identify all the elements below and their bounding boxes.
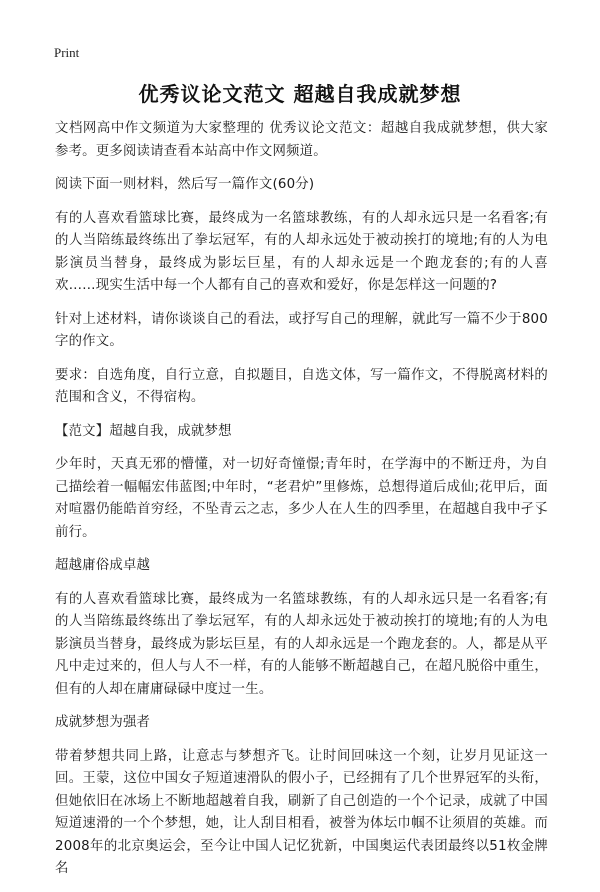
prompt-paragraph: 阅读下面一则材料，然后写一篇作文(60分) xyxy=(55,177,315,192)
essay-paragraph: 带着梦想共同上路，让意志与梦想齐飞。让时间回味这一个刻，让岁月见证这一回。王蒙，这位中国女子短道速滑队的假小子，已经拥有了几个世界冠军的头衔，但她依旧在冰场上不断地超越着自我，刷新了自己创造的一个个记录，成就了中国短道速滑的一个个梦想，她，让人刮目相看，被誉为体坛巾帼不让须眉的英雄。而2008年的北京奥运会，至今让中国人记忆犹新，中国奥运代表团最终以51枚金牌名 xyxy=(55,748,548,876)
section-heading: 超越庸俗成卓越 xyxy=(55,558,151,573)
section-heading: 成就梦想为强者 xyxy=(55,715,151,730)
print-link[interactable]: Print xyxy=(54,45,80,60)
intro-paragraph: 文档网高中作文频道为大家整理的 优秀议论文范文：超越自我成就梦想，供大家参考。更多阅读请查看本站高中作文网频道。 xyxy=(55,121,548,159)
page-title: 优秀议论文范文 超越自我成就梦想 xyxy=(138,82,462,106)
material-paragraph: 有的人喜欢看篮球比赛，最终成为一名篮球教练，有的人却永远只是一名看客;有的人当陪练最终练出了拳坛冠军，有的人却永远处于被动挨打的境地;有的人为电影演员当替身，最终成为影坛巨星，有的人却永远是一个跑龙套的;有的人喜欢……现实生活中每一个人都有自己的喜欢和爱好，你是怎样这一问题的? xyxy=(55,210,548,293)
requirement-paragraph: 针对上述材料，请你谈谈自己的看法，或抒写自己的理解，就此写一篇不少于800字的作文。 xyxy=(55,311,548,349)
article-body xyxy=(55,118,548,892)
requirement-paragraph: 要求：自选角度，自行立意，自拟题目，自选文体，写一篇作文，不得脱离材料的范围和含义，不得宿构。 xyxy=(55,367,548,405)
essay-paragraph: 有的人喜欢看篮球比赛，最终成为一名篮球教练，有的人却永远只是一名看客;有的人当陪练最终练出了拳坛冠军，有的人却永远处于被动挨打的境地;有的人为电影演员当替身，最终成为影坛巨星，有的人却永远是一个跑龙套的。人，都是从平凡中走过来的，但人与人不一样，有的人能够不断超越自己，在超凡脱俗中重生，但有的人却在庸庸碌碌中度过一生。 xyxy=(55,591,548,697)
essay-paragraph: 少年时，天真无邪的懵懂，对一切好奇憧憬;青年时，在学海中的不断迂舟，为自己描绘着一幅幅宏伟蓝图;中年时，“老君炉”里修炼，总想得道后成仙;花甲后，面对喧嚣仍能皓首穷经，不坠青云之志，多少人在人生的四季里，在超越自我中孑孓前行。 xyxy=(55,457,548,540)
sample-label: 【范文】超越自我，成就梦想 xyxy=(55,423,232,439)
